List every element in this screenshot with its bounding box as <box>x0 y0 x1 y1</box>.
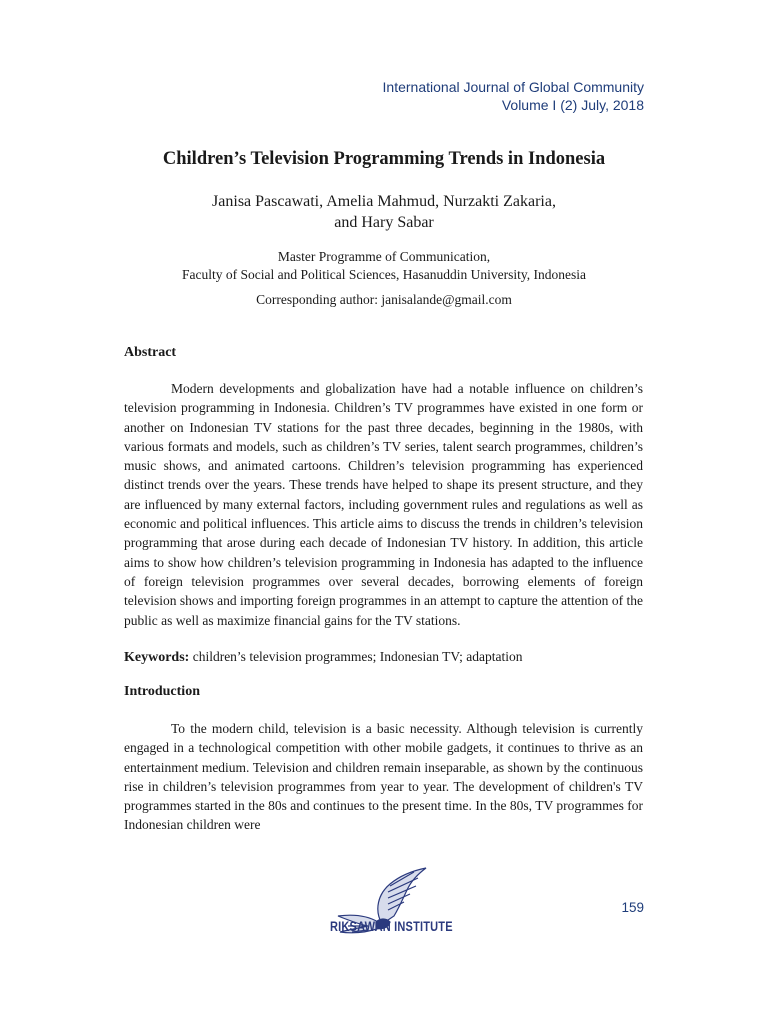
logo-text: RIKSAWAN INSTITUTE <box>330 919 453 935</box>
journal-issue: Volume I (2) July, 2018 <box>501 97 644 113</box>
authors-line-1: Janisa Pascawati, Amelia Mahmud, Nurzakti Zakaria, <box>212 193 556 210</box>
journal-header <box>383 78 644 114</box>
journal-name: International Journal of Global Community <box>382 79 644 95</box>
keywords <box>124 649 523 666</box>
keywords-label: Keywords: <box>124 650 190 665</box>
abstract-heading: Abstract <box>124 345 177 360</box>
affiliation-line-2: Faculty of Social and Political Sciences, Hasanuddin University, Indonesia <box>181 267 587 282</box>
introduction-heading: Introduction <box>124 684 200 699</box>
keywords-text: children’s television programmes; Indonesian TV; adaptation <box>192 649 523 664</box>
corresponding-author: Corresponding author: janisalande@gmail.com <box>256 292 512 307</box>
authors-line-2: and Hary Sabar <box>334 214 434 231</box>
page-number: 159 <box>621 900 644 915</box>
affiliation-line-1: Master Programme of Communication, <box>277 249 491 264</box>
abstract-text: Modern developments and globalization have had a notable influence on children’s television programming in Indonesia. Children’s TV programmes have existed in one form or another on Indonesian TV stations for the past three decades, beginning in the 1980s, with various formats and models, such as children’s TV series, talent search programmes, children’s music shows, and animated cartoons. Children’s television programming has experienced distinct trends over the years. These trends have helped to shape its present structure, and they are influenced by many external factors, including government rules and regulations as well as economic and political influences. This article aims to discuss the trends in children’s television programming that arose during each decade of Indonesian TV history. In addition, this article aims to show how children’s television programming in Indonesia has adapted to the influence of foreign television programmes over several decades, borrowing elements of foreign television shows and importing foreign programmes in an attempt to capture the attention of the public as well as maximize financial gains for the TV stations. <box>124 381 643 628</box>
authors <box>0 191 768 233</box>
paper-title: Children’s Television Programming Trends in Indonesia <box>162 149 606 169</box>
affiliation <box>0 248 768 284</box>
introduction-text: To the modern child, television is a basic necessity. Although television is currently engaged in a technological competition with other mobile gadgets, it continues to thrive as an entertainment medium. Television and children remain inseparable, as shown by the continuous rise in children’s television programmes from year to year. The development of children's TV programmes started in the 80s and continues to the present time. In the 80s, TV programmes for Indonesian children were <box>124 721 643 833</box>
